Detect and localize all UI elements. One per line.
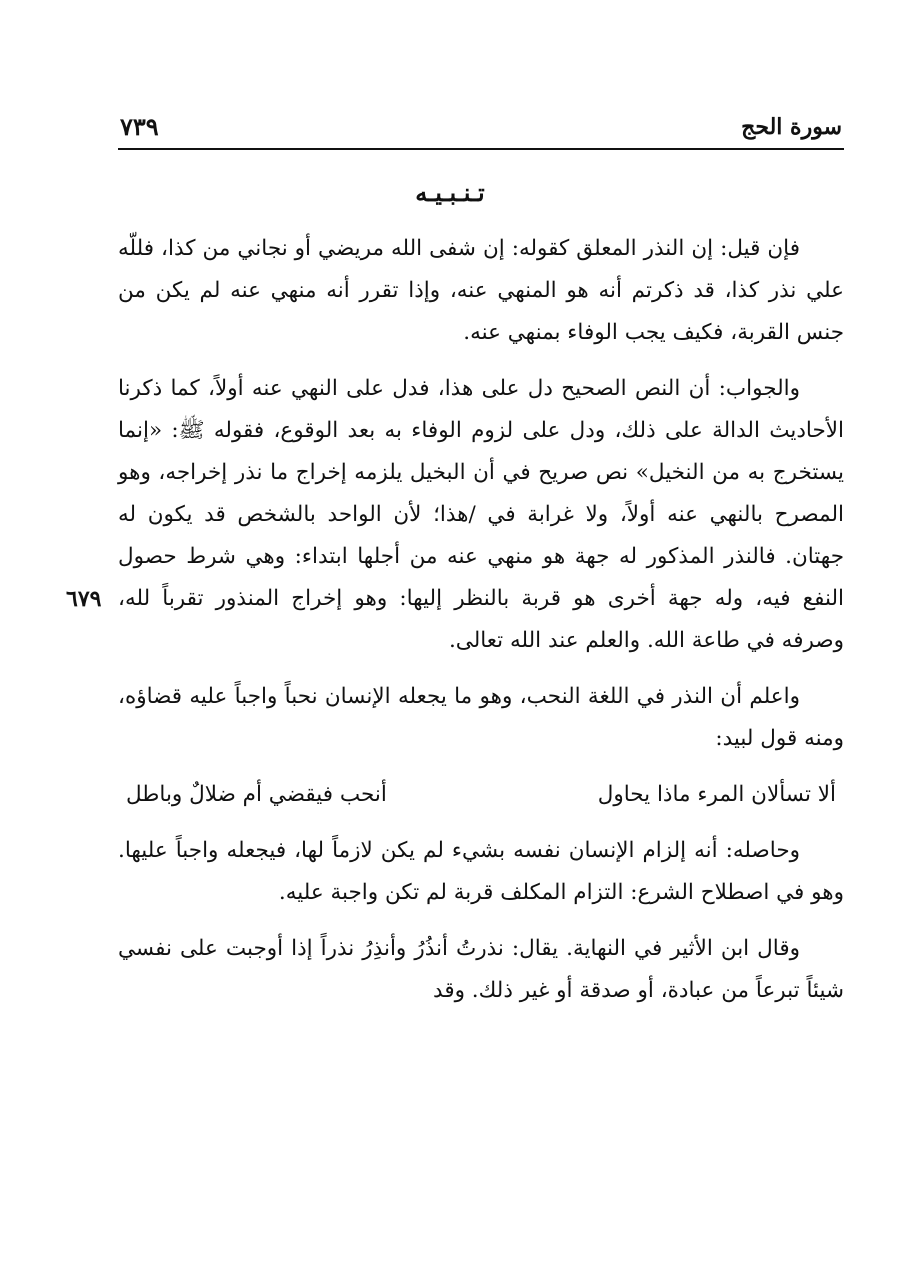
surah-title: سورة الحج — [741, 114, 842, 140]
verse-hemistich-first: ألا تسألان المرء ماذا يحاول — [597, 782, 836, 807]
paragraph-answer: والجواب: أن النص الصحيح دل على هذا، فدل على النهي عنه أولاً، كما ذكرنا الأحاديث الدالة على ذلك، ودل على لزوم الوفاء به بعد الوقوع، فقوله ﷺ: «إنما يستخرج به من النخيل» نص صريح في أن البخيل يلزمه إخراج ما نذر إخراجه، وهو المصرح بالنهي عنه أولاً، ولا غرابة في /هذا؛ لأن الواحد بالشخص قد يكون له جهتان. فالنذر المذكور له جهة هو منهي عنه من أجلها ابتداء: وهي شرط حصول النفع فيه، وله جهة أخرى هو قربة بالنظر إليها: وهو إخراج المنذور تقرباً لله، وصرفه في طاعة الله. والعلم عند الله تعالى. — [118, 376, 844, 653]
section-title: تـنـبـيـه — [415, 178, 485, 207]
page-header — [118, 108, 844, 150]
paragraph-definition: واعلم أن النذر في اللغة النحب، وهو ما يجعله الإنسان نحباً واجباً عليه قضاؤه، ومنه قول لبيد: — [118, 684, 844, 751]
main-text — [118, 228, 844, 1026]
page-number: ٧٣٩ — [120, 112, 159, 141]
verse-hemistich-second: أنحب فيقضي أم ضلالٌ وباطل — [126, 782, 387, 807]
margin-page-reference: ٦٧٩ — [66, 586, 102, 612]
paragraph-question: فإن قيل: إن النذر المعلق كقوله: إن شفى الله مريضي أو نجاني من كذا، فللّه علي نذر كذا، قد ذكرتم أنه هو المنهي عنه، وإذا تقرر أنه منهي عنه لم يكن من جنس القربة، فكيف يجب الوفاء بمنهي عنه. — [118, 236, 844, 345]
paragraph-ibn-athir: وقال ابن الأثير في النهاية. يقال: نذرتُ أنذُرُ وأنذِرُ نذراً إذا أوجبت على نفسي شيئاً تبرعاً من عبادة، أو صدقة أو غير ذلك. وقد — [118, 936, 844, 1003]
poetry-verse — [118, 774, 844, 816]
paragraph-summary: وحاصله: أنه إلزام الإنسان نفسه بشيء لم يكن لازماً لها، فيجعله واجباً عليها. وهو في اصطلاح الشرع: التزام المكلف قربة لم تكن واجبة عليه. — [118, 838, 844, 905]
